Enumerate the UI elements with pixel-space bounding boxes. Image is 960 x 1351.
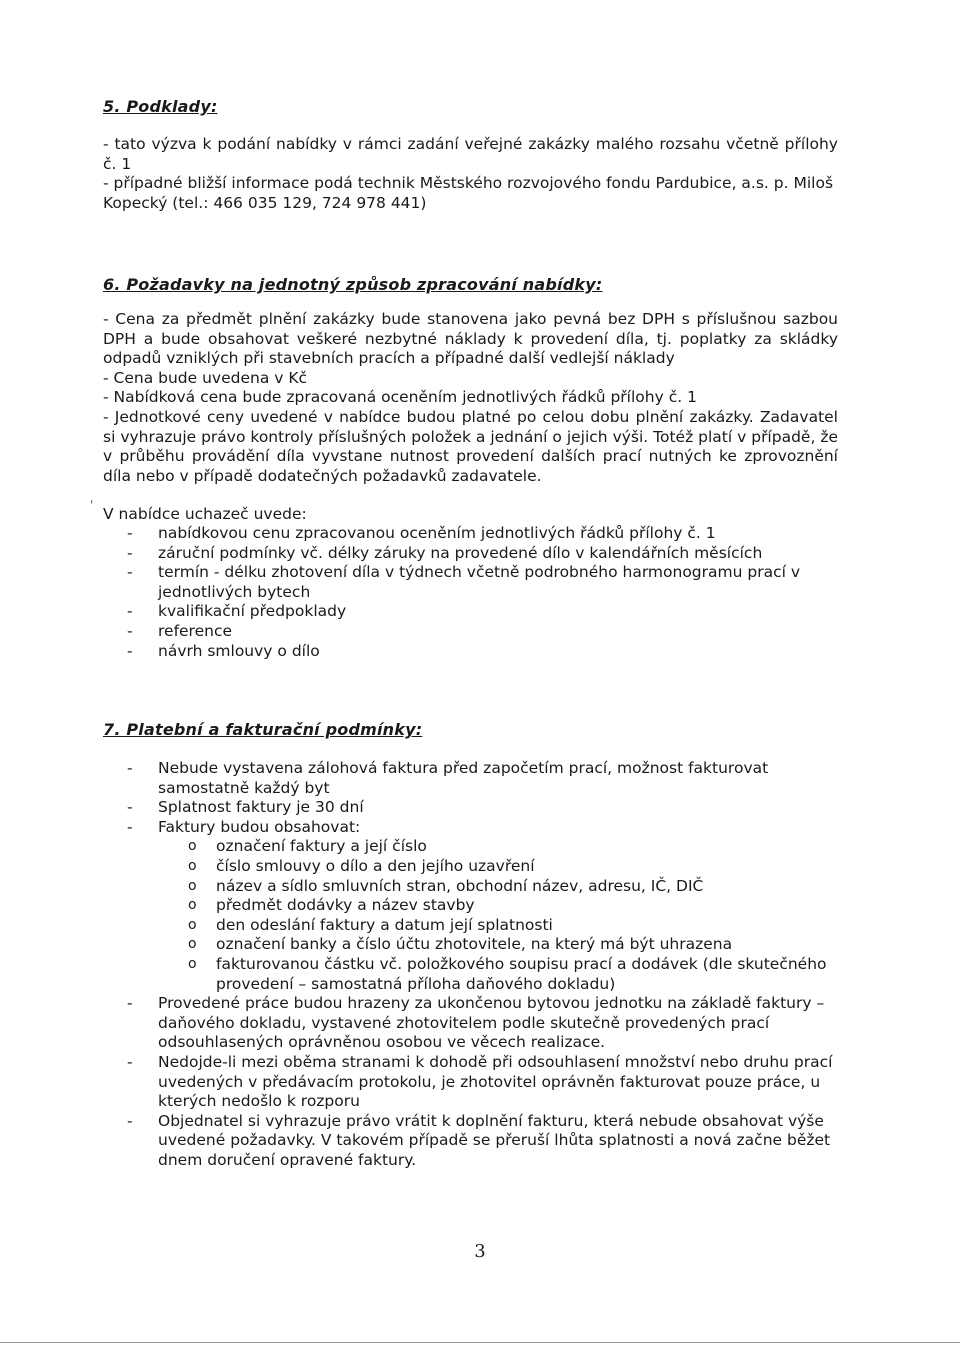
section-6-intro: V nabídce uchazeč uvede: [103, 505, 307, 523]
section-6-heading: 6. Požadavky na jednotný způsob zpracování nabídky: [103, 275, 603, 294]
list-item: o označení banky a číslo účtu zhotovitele, na který má být uhrazena [188, 935, 733, 954]
list-item: o označení faktury a její číslo [188, 837, 427, 856]
page-number: 3 [474, 1241, 486, 1262]
section-5-line-2: - případné bližší informace podá technik Městského rozvojového fondu Pardubice, a.s. p. Miloš Kopecký (tel.: 466 035 129, 724 978 441) [103, 174, 834, 212]
scan-mark: ' [90, 498, 94, 512]
list-item: - návrh smlouvy o dílo [127, 641, 320, 660]
list-item: - reference [127, 621, 233, 640]
list-item: - Objednatel si vyhrazuje právo vrátit k doplnění fakturu, která nebude obsahovat výše uvedené požadavky. V takovém případě se přeruší lhůta splatnosti a nová začne běžet dnem doručení opravené faktury. [127, 1111, 831, 1169]
list-item: - nabídkovou cenu zpracovanou oceněním jednotlivých řádků přílohy č. 1 [127, 524, 716, 542]
section-6-offer-price-line: - Nabídková cena bude zpracovaná oceněním jednotlivých řádků přílohy č. 1 [103, 388, 697, 406]
list-item: o číslo smlouvy o dílo a den jejího uzavření [188, 856, 535, 875]
section-6-price-paragraph: - Cena za předmět plnění zakázky bude stanovena jako pevná bez DPH s příslušnou sazbou DPH a bude obsahovat veškeré nezbytné náklady k provedení díla, tj. poplatky za skládky odpadů vzniklých při stavebních pracích a případné další vedlejší náklady [103, 310, 838, 368]
section-5-line-1: - tato výzva k podání nabídky v rámci zadání veřejné zakázky malého rozsahu včetně přílohy č. 1 [103, 135, 838, 173]
section-6-currency-line: - Cena bude uvedena v Kč [103, 369, 308, 387]
section-7-payment-list [103, 759, 845, 1170]
list-item: - Nedojde-li mezi oběma stranami k dohodě při odsouhlasení množství nebo druhu prací uvedených v předávacím protokolu, je zhotovitel oprávněn fakturovat pouze práce, u kterých nedošlo k rozporu [127, 1052, 833, 1111]
list-item: - kvalifikační předpoklady [127, 602, 347, 621]
list-item: o fakturovanou částku vč. položkového soupisu prací a dodávek (dle skutečného provedení – samostatná příloha daňového dokladu) [188, 954, 827, 993]
section-6-requirements-list [103, 524, 838, 661]
scan-edge-line [0, 1342, 960, 1343]
list-item: - Faktury budou obsahovat: o označení faktury a její číslo o číslo smlouvy o dílo a den jejího uzavření o název a sídlo smluvních stran, obchodní název, adresu, IČ, DIČ o předmět dodávky a název stavby o den odeslání faktury a datum její splatnosti o označení banky a číslo účtu zhotovitele, na který má být uhrazena o fakturovanou částku vč. položkového soupisu prací a dodávek (dle skutečného provedení – samostatná příloha daňového dokladu) [103, 818, 845, 994]
section-6-unit-prices-paragraph: - Jednotkové ceny uvedené v nabídce budou platné po celou dobu plnění zakázky. Zadavatel si vyhrazuje právo kontroly příslušných položek a jednání o jejich výši. Totéž platí v případě, že v průběhu provádění díla vyvstane nutnost provedení dalších prací nutných ke zprovoznění díla nebo v případě dodatečných požadavků zadavatele. [103, 408, 838, 485]
list-item: o předmět dodávky a název stavby [188, 896, 475, 915]
section-7-heading: 7. Platební a fakturační podmínky: [103, 720, 423, 739]
list-item: - Nebude vystavena zálohová faktura před započetím prací, možnost fakturovat samostatně každý byt [127, 759, 769, 797]
list-item: o název a sídlo smluvních stran, obchodní název, adresu, IČ, DIČ [188, 876, 704, 895]
invoice-contents-list [188, 837, 845, 994]
list-item: - záruční podmínky vč. délky záruky na provedené dílo v kalendářních měsících [127, 543, 763, 562]
section-5-heading: 5. Podklady: [103, 97, 218, 116]
list-item: - Splatnost faktury je 30 dní [127, 798, 364, 817]
list-item: - Provedené práce budou hrazeny za ukončenou bytovou jednotku na základě faktury – daňového dokladu, vystavené zhotovitelem podle skutečně provedených prací odsouhlasených oprávněnou osobou ve věcech realizace. [127, 994, 825, 1052]
list-item: o den odeslání faktury a datum její splatnosti [188, 915, 553, 934]
list-item: - termín - délku zhotovení díla v týdnech včetně podrobného harmonogramu prací v jednotlivých bytech [127, 563, 801, 601]
